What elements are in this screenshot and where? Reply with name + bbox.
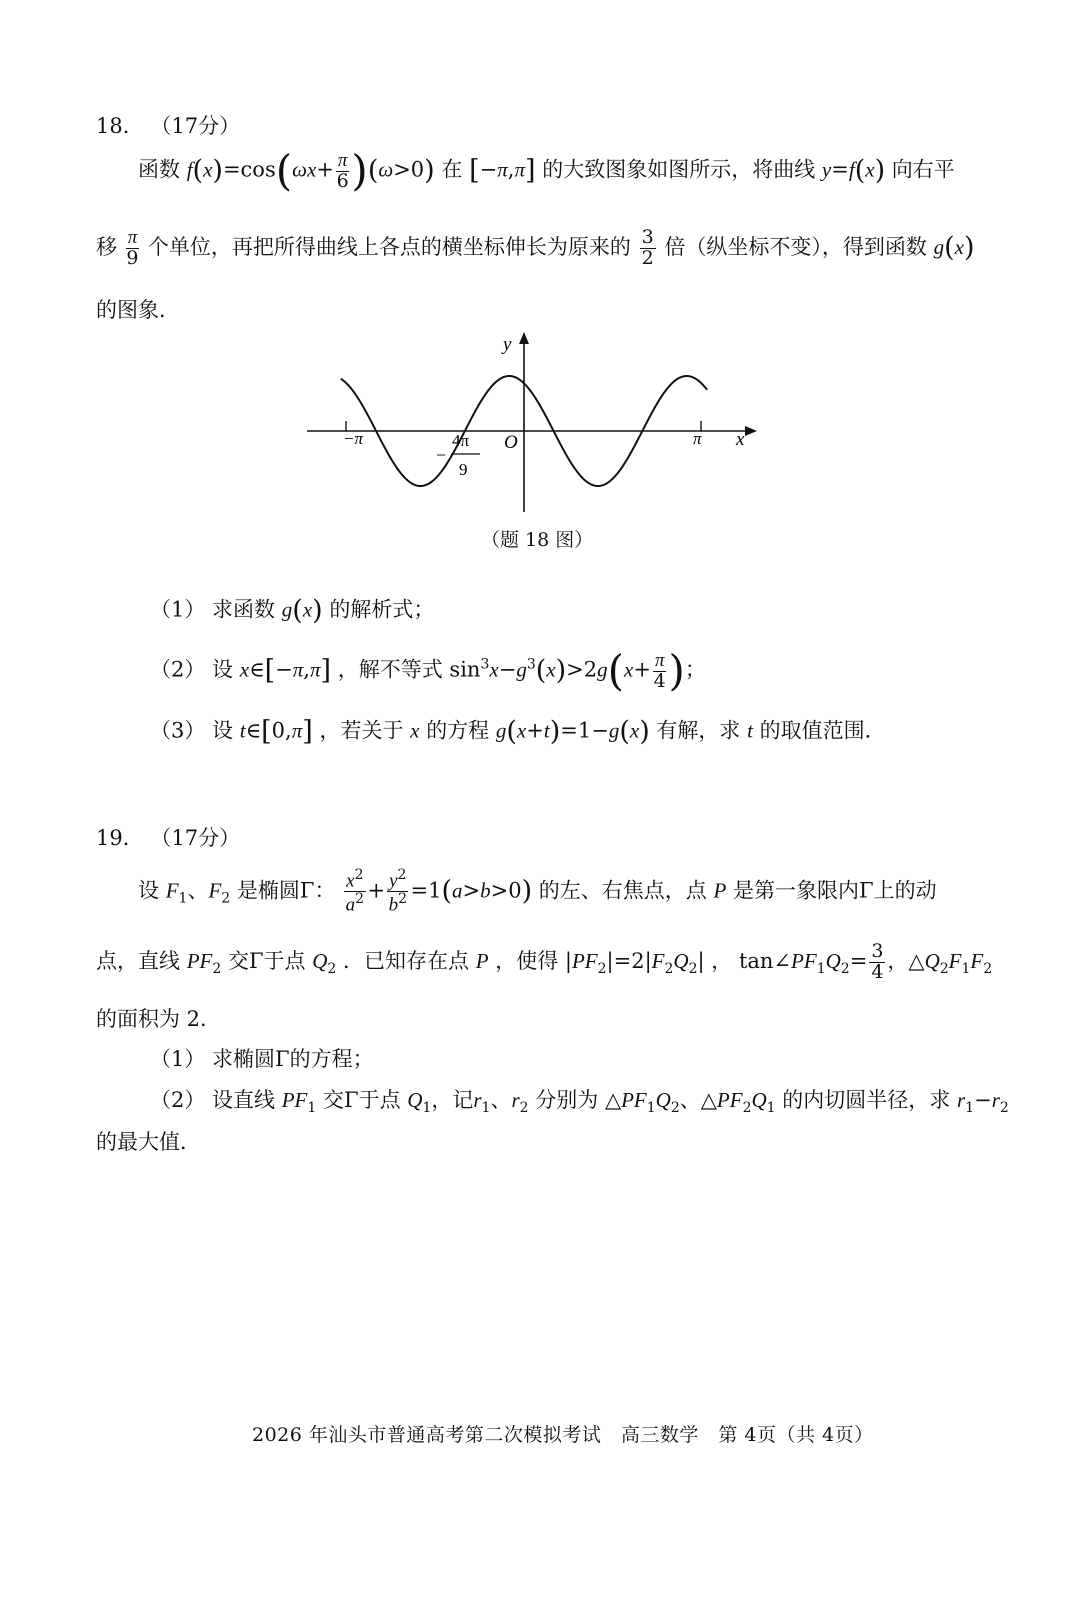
q19-score: （17分） <box>150 826 241 850</box>
q18-score: （17分） <box>150 114 241 138</box>
fraction: $\frac{3}{2}$ <box>641 226 654 269</box>
q18-sub2: （2） 设 x∈[−π,π] ，解不等式 $\sin^3x-g^3(x)>2g(x+$ $\frac{\pi}{4}$ )； <box>150 646 706 695</box>
x-axis-arrow <box>745 426 757 436</box>
text: 的图象． <box>96 298 180 322</box>
text: 倍（纵坐标不变），得到函数 <box>664 234 927 259</box>
q19-number: 19． <box>96 826 144 850</box>
q18-sub3: （3） 设 t∈[0,π] ，若关于 x 的方程 g(x+t)=1−g(x) 有解，求 t 的取值范围． <box>150 716 886 747</box>
text: （1） 求函数 <box>150 597 276 622</box>
math: ( <box>275 146 293 195</box>
text: ，解不等式 <box>337 657 443 682</box>
text: ，记 <box>431 1088 474 1112</box>
fraction: $\frac{3}{4}$ <box>871 940 884 983</box>
fraction: $\frac{y^2}{b^2}$ <box>388 867 407 916</box>
text: 是第一象限内Γ上的动 <box>733 878 937 903</box>
pi-label: π <box>693 429 702 448</box>
text: 的最大值． <box>96 1130 201 1154</box>
q18-paragraph-line3 <box>96 298 180 323</box>
q18-paragraph-line1: 函数 f(x)=cos(ωx+ $\frac{\pi}{6}$ )(ω>0) 在 [−π,π] 的大致图象如图所示，将曲线 y=f(x) 向右平 <box>138 146 955 195</box>
q18-number: 18． <box>96 114 144 138</box>
page-footer: 2026 年汕头市普通高考第二次模拟考试 高三数学 第 4页（共 4页） <box>252 1424 874 1446</box>
origin-label: O <box>504 432 518 453</box>
text: 的解析式； <box>329 597 435 622</box>
q19-line1: 设 $F_1$、$F_2$ 是椭圆Γ： $\frac{x^2}{a^2}$ + $\frac{y^2}{b^2}$ =1(a>b>0) 的左、右焦点，点 P 是第一象限内Γ上的动 <box>138 867 937 916</box>
tick-numerator: 4π <box>452 431 470 450</box>
text: （3） 设 <box>150 718 234 743</box>
q18-header <box>96 114 240 139</box>
q18-paragraph-line2: 移 $\frac{\pi}{9}$ 个单位，再把所得曲线上各点的横坐标伸长为原来的 $\frac{3}{2}$ 倍（纵坐标不变），得到函数 g(x) <box>96 226 975 269</box>
x-axis-label: x <box>736 429 745 450</box>
q18-sub1: （1） 求函数 g(x) 的解析式； <box>150 595 435 626</box>
math: ) <box>212 154 223 186</box>
text: ，使得 <box>495 948 559 973</box>
text: 是椭圆Γ： <box>236 878 336 903</box>
text: 的方程 <box>426 718 490 743</box>
q19-sub1 <box>150 1047 374 1072</box>
text: ，若关于 <box>319 718 404 743</box>
text: 、 <box>490 1088 512 1112</box>
fraction: $\frac{x^2}{a^2}$ <box>345 867 365 916</box>
cosine-graph <box>305 330 765 530</box>
fraction: $\frac{\pi}{4}$ <box>653 649 666 692</box>
figure-caption: （题 18 图） <box>481 529 594 551</box>
text: ， <box>711 948 733 973</box>
text: 点，直线 <box>96 948 180 973</box>
q19-header <box>96 826 240 851</box>
text: 个单位，再把所得曲线上各点的横坐标伸长为原来的 <box>147 234 631 259</box>
text: 的取值范围． <box>759 718 886 743</box>
text: 的面积为 2． <box>96 1007 222 1031</box>
q19-sub2: （2） 设直线 $PF_1$ 交Γ于点 $Q_1$，记$r_1$、$r_2$ 分别为 $\triangle PF_1Q_2$、$\triangle PF_2Q_1$ 的内切圆半径，求 $r_1-r_2$ <box>150 1088 1009 1117</box>
fraction: $\frac{\pi}{6}$ <box>336 149 349 192</box>
text: 的大致图象如图所示，将曲线 <box>542 157 816 182</box>
tick-sign: − <box>436 445 447 465</box>
math: x <box>203 157 213 182</box>
tick-denominator: 9 <box>459 460 468 479</box>
math: ωx <box>292 157 317 182</box>
neg-pi-label: −π <box>343 429 363 448</box>
math: f <box>186 157 193 182</box>
text: 的左、右焦点，点 <box>538 878 707 903</box>
fraction: $\frac{\pi}{9}$ <box>126 227 139 269</box>
q19-line3 <box>96 1007 221 1032</box>
text: 分别为 <box>535 1088 599 1112</box>
text: （2） 设直线 <box>150 1088 276 1112</box>
text: ．已知存在点 <box>343 948 469 973</box>
y-axis-label: y <box>503 334 512 355</box>
text: 向右平 <box>891 157 955 182</box>
math: ) <box>351 146 368 195</box>
text: 移 <box>96 234 117 259</box>
math: ( <box>192 154 204 186</box>
text: 的内切圆半径，求 <box>782 1088 951 1112</box>
text: 、 <box>187 878 209 903</box>
q19-line-last <box>96 1130 201 1155</box>
text: 函数 <box>138 157 180 182</box>
q19-line2: 点，直线 $PF_2$ 交Γ于点 $Q_2$ ．已知存在点 P ，使得 $|PF_2|=2|F_2Q_2|$ ， $\tan\angle PF_1Q_2=$ $\frac{3}{4}$ ，$\triangle Q_2F_1F_2$ <box>96 940 993 983</box>
text: （2） 设 <box>150 657 234 682</box>
text: 有解，求 <box>656 718 741 743</box>
text: 交Γ于点 <box>227 948 306 973</box>
text: （1） 求椭圆Γ的方程； <box>150 1047 374 1071</box>
text: 在 <box>441 157 463 182</box>
text: 设 <box>138 878 159 903</box>
text: 交Γ于点 <box>323 1088 401 1112</box>
y-axis-arrow <box>519 332 529 344</box>
